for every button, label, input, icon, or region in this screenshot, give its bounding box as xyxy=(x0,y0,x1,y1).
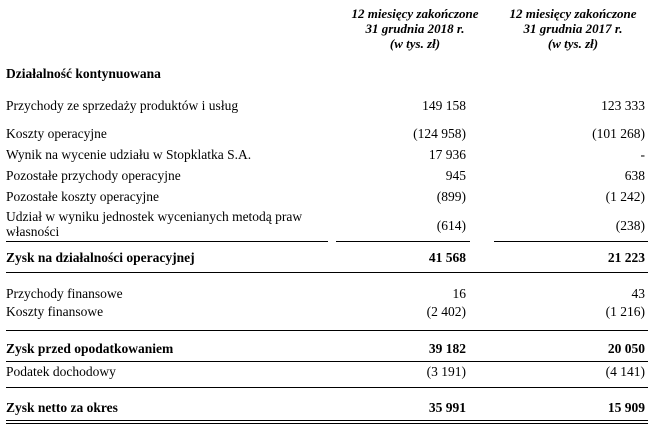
row-label: Udział w wyniku jednostek wycenianych metodą praw własności xyxy=(6,209,303,239)
sum-line xyxy=(6,420,648,421)
row-label: Przychody ze sprzedaży produktów i usług xyxy=(6,98,239,113)
value-2017: (1 216) xyxy=(605,304,645,319)
row-label: Przychody finansowe xyxy=(6,286,123,301)
section-title: Działalność kontynuowana xyxy=(6,66,161,81)
column-header-line: 12 miesięcy zakończone xyxy=(351,6,479,21)
value-2018: 945 xyxy=(445,168,466,183)
sum-line xyxy=(6,423,648,424)
table-row-valuation xyxy=(0,145,655,165)
table-row-other-income xyxy=(0,166,655,186)
sum-line xyxy=(494,241,648,242)
value-2017: (1 242) xyxy=(605,189,645,204)
value-2018: (2 402) xyxy=(426,304,466,319)
table-row-revenue xyxy=(0,96,655,116)
value-2017: 21 223 xyxy=(607,250,645,265)
column-header-line: 31 grudnia 2018 r. xyxy=(365,21,465,36)
table-row-op-costs xyxy=(0,124,655,144)
value-2018: 17 936 xyxy=(428,147,466,162)
row-label: Koszty operacyjne xyxy=(6,126,107,141)
row-label: Zysk przed opodatkowaniem xyxy=(6,341,174,356)
table-row-income-tax xyxy=(0,362,655,382)
value-2017: (4 141) xyxy=(605,364,645,379)
sum-line xyxy=(336,241,470,242)
sum-line xyxy=(6,387,648,388)
value-2018: 39 182 xyxy=(428,341,466,356)
value-2017: (238) xyxy=(615,218,645,233)
column-header-2018 xyxy=(336,6,494,51)
value-2018: 16 xyxy=(452,286,466,301)
column-header-2017 xyxy=(494,6,652,51)
sum-line xyxy=(6,330,648,331)
row-label: Podatek dochodowy xyxy=(6,364,116,379)
table-row-fin-income xyxy=(0,284,655,304)
row-label: Zysk na działalności operacyjnej xyxy=(6,250,195,265)
value-2017: (101 268) xyxy=(592,126,645,141)
table-row-fin-costs xyxy=(0,302,655,322)
row-label: Pozostałe przychody operacyjne xyxy=(6,168,181,183)
row-label: Koszty finansowe xyxy=(6,304,104,319)
table-row-pretax-profit xyxy=(0,339,655,359)
value-2018: 41 568 xyxy=(428,250,466,265)
row-label: Wynik na wycenie udziału w Stopklatka S.A. xyxy=(6,147,252,162)
sum-line xyxy=(6,241,328,242)
table-row-operating-profit xyxy=(0,248,655,268)
value-2018: (614) xyxy=(436,218,466,233)
column-header-line: (w tys. zł) xyxy=(547,36,599,51)
row-label: Pozostałe koszty operacyjne xyxy=(6,189,159,204)
value-2018: (124 958) xyxy=(413,126,466,141)
value-2017: 638 xyxy=(624,168,645,183)
table-row-other-costs xyxy=(0,187,655,207)
section-title-row xyxy=(0,64,655,84)
table-row-net-profit xyxy=(0,398,655,418)
value-2017: 43 xyxy=(631,286,645,301)
column-header-line: 12 miesięcy zakończone xyxy=(509,6,637,21)
value-2017: 15 909 xyxy=(607,400,645,415)
column-header-line: 31 grudnia 2017 r. xyxy=(523,21,623,36)
value-2017: - xyxy=(640,147,645,162)
table-row-equity-share xyxy=(0,208,655,240)
value-2017: 20 050 xyxy=(607,341,645,356)
column-header-line: (w tys. zł) xyxy=(389,36,441,51)
row-label: Zysk netto za okres xyxy=(6,400,118,415)
value-2018: (899) xyxy=(436,189,466,204)
value-2018: (3 191) xyxy=(426,364,466,379)
sum-line xyxy=(6,272,648,273)
value-2018: 35 991 xyxy=(428,400,466,415)
value-2018: 149 158 xyxy=(422,98,466,113)
value-2017: 123 333 xyxy=(601,98,645,113)
